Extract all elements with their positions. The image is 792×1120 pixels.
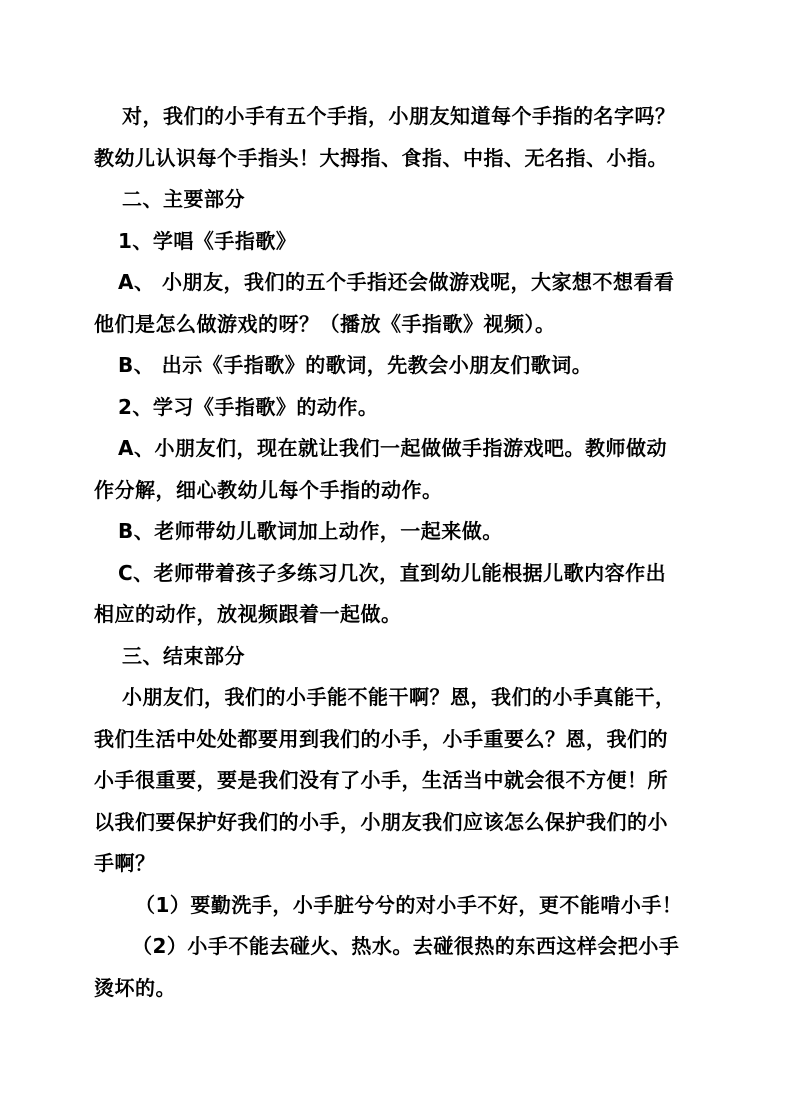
list-item-line: 相应的动作，放视频跟着一起做。 — [94, 602, 402, 626]
list-item-line: 烫坏的。 — [94, 976, 176, 1000]
list-item-line: （2）小手不能去碰火、热水。去碰很热的东西这样会把小手 — [132, 934, 680, 958]
paragraph-line: 以我们要保护好我们的小手，小朋友我们应该怎么保护我们的小 — [94, 810, 668, 834]
list-item-line: A、 小朋友，我们的五个手指还会做游戏呢，大家想不想看看 — [118, 270, 675, 294]
paragraph-line: 小朋友们，我们的小手能不能干啊？恩，我们的小手真能干， — [122, 685, 676, 709]
paragraph-line: 手啊？ — [94, 851, 156, 875]
paragraph-line: 对，我们的小手有五个手指，小朋友知道每个手指的名字吗？ — [122, 104, 676, 128]
subsection-heading: 2、学习《手指歌》的动作。 — [118, 395, 379, 419]
list-item-line: B、 出示《手指歌》的歌词，先教会小朋友们歌词。 — [118, 353, 593, 377]
paragraph-line: 小手很重要，要是我们没有了小手，生活当中就会很不方便！所 — [94, 768, 668, 792]
paragraph-line: 我们生活中处处都要用到我们的小手，小手重要么？恩，我们的 — [94, 727, 668, 751]
section-heading: 三、结束部分 — [122, 644, 245, 668]
list-item-line: 他们是怎么做游戏的呀？（播放《手指歌》视频）。 — [94, 312, 556, 336]
subsection-heading: 1、学唱《手指歌》 — [118, 229, 297, 253]
list-item-line: A、小朋友们，现在就让我们一起做做手指游戏吧。教师做动 — [118, 436, 667, 460]
section-heading: 二、主要部分 — [122, 187, 245, 211]
list-item-line: （1）要勤洗手，小手脏兮兮的对小手不好，更不能啃小手！ — [135, 893, 683, 917]
list-item-line: 作分解，细心教幼儿每个手指的动作。 — [94, 478, 443, 502]
list-item-line: B、老师带幼儿歌词加上动作，一起来做。 — [118, 519, 503, 543]
list-item-line: C、老师带着孩子多练习几次，直到幼儿能根据儿歌内容作出 — [118, 561, 667, 585]
paragraph-line: 教幼儿认识每个手指头！大拇指、食指、中指、无名指、小指。 — [94, 146, 668, 170]
